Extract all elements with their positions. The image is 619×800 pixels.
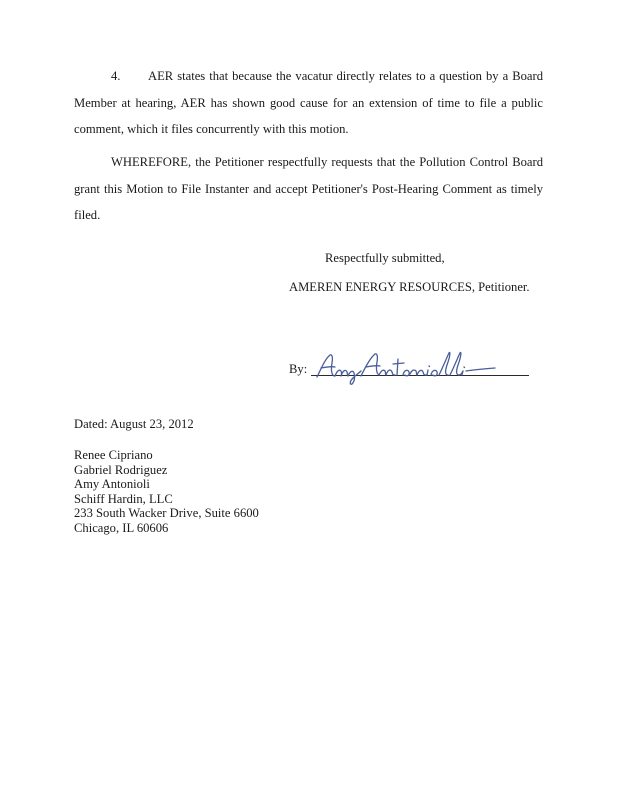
- counsel-name-2: Gabriel Rodriguez: [74, 462, 168, 477]
- counsel-address-block: [74, 448, 259, 535]
- signature-block: [289, 353, 529, 383]
- paragraph-number: 4.: [111, 69, 121, 83]
- paragraph-wherefore: [74, 149, 543, 229]
- closing-company: AMEREN ENERGY RESOURCES, Petitioner.: [289, 280, 530, 294]
- street-address: 233 South Wacker Drive, Suite 6600: [74, 506, 259, 520]
- closing-respectfully: Respectfully submitted,: [325, 251, 445, 265]
- counsel-name-1: Renee Cipriano: [74, 448, 153, 462]
- firm-name: Schiff Hardin, LLC: [74, 491, 173, 506]
- dated-line: Dated: August 23, 2012: [74, 417, 194, 431]
- paragraph-4-text: AER states that because the vacatur directly relates to a question by a Board Member at hearing, AER has shown good cause for an extension of time to file a public comment, which it files concurrently with this motion.: [74, 69, 543, 136]
- paragraph-4: [74, 63, 543, 143]
- paragraph-wherefore-text: WHEREFORE, the Petitioner respectfully requests that the Pollution Control Board grant this Motion to File Instanter and accept Petitioner's Post-Hearing Comment as timely filed.: [74, 155, 543, 222]
- handwritten-signature: [313, 349, 525, 385]
- by-label: By:: [289, 362, 308, 376]
- counsel-name-3: Amy Antonioli: [74, 477, 150, 491]
- city-state-zip: Chicago, IL 60606: [74, 520, 169, 535]
